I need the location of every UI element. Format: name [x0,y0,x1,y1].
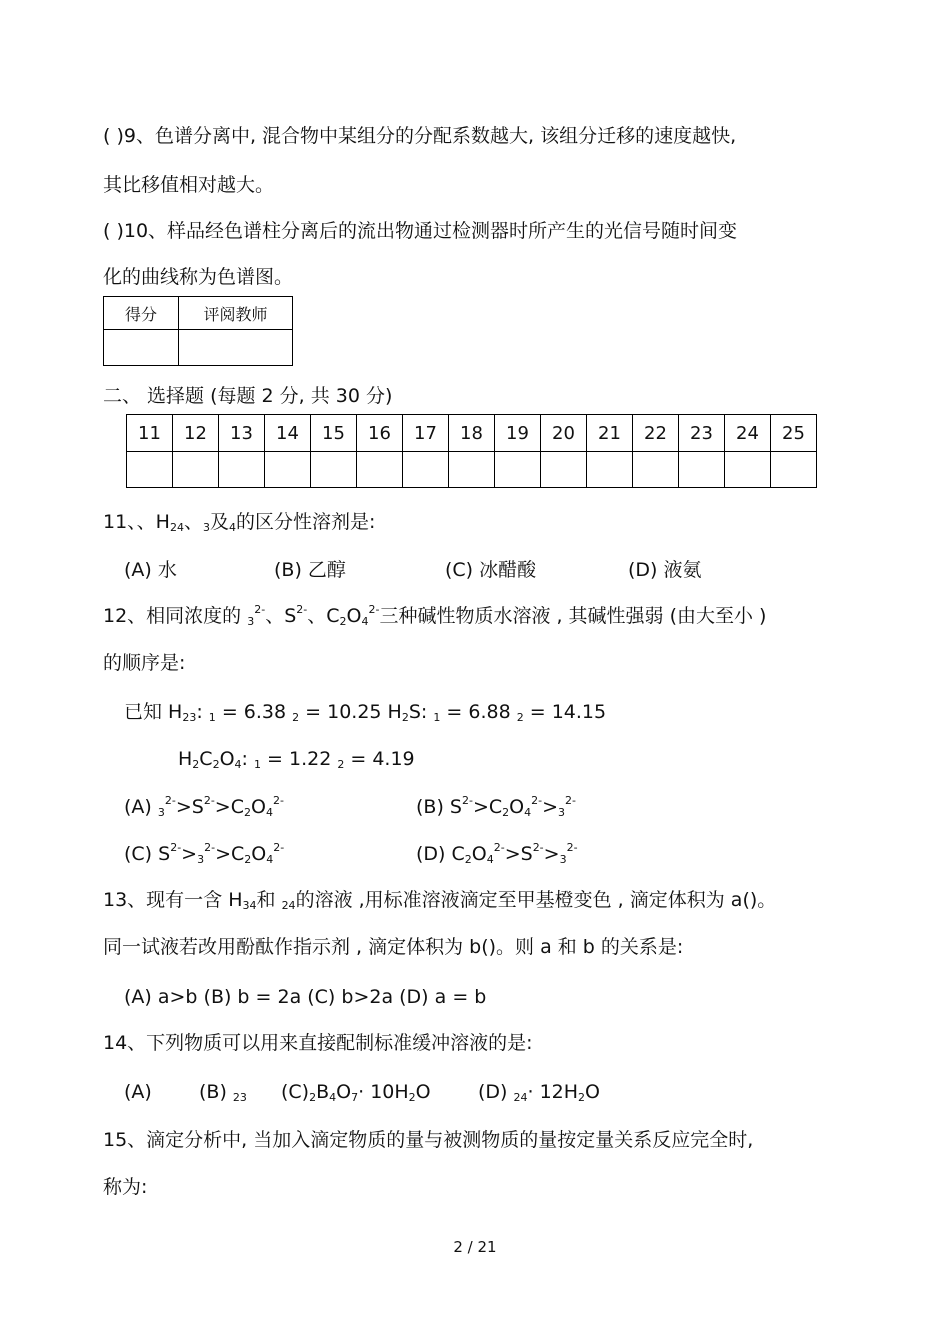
q12-text: 、C [307,605,340,627]
question-15-line1: 15、滴定分析中, 当加入滴定物质的量与被测物质的量按定量关系反应完全时, [103,1129,754,1151]
known-sub: 2 [212,758,220,771]
q13-options: (A) a>b (B) b = 2a (C) b>2a (D) a = b [124,986,487,1008]
answer-cell-16[interactable] [357,452,403,488]
opt-label: (B) [199,1081,233,1103]
known-text: S: [408,701,434,723]
answer-cell-24[interactable] [725,452,771,488]
q13-text: 和 [256,889,282,911]
q13-sub: 24 [281,899,296,912]
answer-number-12: 12 [173,415,219,452]
answer-number-21: 21 [587,415,633,452]
q11-option-c: (C) 冰醋酸 [445,559,537,581]
score-cell[interactable] [104,330,179,366]
answer-cell-13[interactable] [219,452,265,488]
answer-cell-25[interactable] [771,452,817,488]
opt-text: O [415,1081,431,1103]
known-sub: 2 [337,758,345,771]
q14-option-c [281,1083,431,1102]
answer-cell-15[interactable] [311,452,357,488]
opt-sub: 7 [351,1091,359,1104]
q13-sub: 34 [242,899,257,912]
answer-number-16: 16 [357,415,403,452]
question-12-line2: 的顺序是: [103,652,186,674]
known-text: = 4.19 [344,748,415,770]
q11-option-d: (D) 液氨 [628,559,702,581]
known-text: = 6.88 [440,701,517,723]
question-10-line2: 化的曲线称为色谱图。 [103,266,294,288]
q12-sup: 2- [368,603,380,616]
opt-label: (B) S [416,796,462,818]
known-sub: 4 [234,758,242,771]
q11-stem-text: 、 [183,511,203,533]
known-text: C [199,748,213,770]
answer-cell-17[interactable] [403,452,449,488]
opt-sub: 4 [329,1091,337,1104]
q12-sup: 2- [296,603,308,616]
opt-label: (A) [124,796,158,818]
question-13-line1 [103,891,776,910]
known-sub: 23 [182,711,197,724]
q11-stem-sub: 24 [169,521,184,534]
opt-sub: 2 [408,1091,416,1104]
question-9-line2: 其比移值相对越大。 [103,174,275,196]
answer-number-14: 14 [265,415,311,452]
q12-sub: 4 [361,615,369,628]
answer-number-13: 13 [219,415,265,452]
answer-number-22: 22 [633,415,679,452]
reviewer-header: 评阅教师 [179,297,293,330]
known-text: 已知 H [124,701,183,723]
question-9-line1: ( )9、色谱分离中, 混合物中某组分的分配系数越大, 该组分迁移的速度越快, [103,125,737,147]
q12-text: O [346,605,362,627]
answer-number-19: 19 [495,415,541,452]
q11-stem-text: 的区分性溶剂是: [236,511,376,533]
opt-label: (C) S [124,843,171,865]
question-13-line2: 同一试液若改用酚酞作指示剂 , 滴定体积为 b()。则 a 和 b 的关系是: [103,936,684,958]
q11-option-a: (A) 水 [124,559,177,581]
answer-table [126,414,817,488]
section-2-title: 二、 选择题 (每题 2 分, 共 30 分) [103,385,393,407]
question-14-stem: 14、下列物质可以用来直接配制标准缓冲溶液的是: [103,1032,533,1054]
q13-text: 13、现有一含 H [103,889,243,911]
answer-number-24: 24 [725,415,771,452]
q14-option-d [478,1083,600,1102]
opt-sub: 24 [513,1091,528,1104]
q12-sub: 3 [247,615,255,628]
opt-sub: 23 [232,1091,247,1104]
page-number: 2 / 21 [453,1238,497,1256]
opt-text: O [585,1081,601,1103]
known-text: : [241,748,254,770]
q11-stem-sub: 4 [229,521,236,534]
q12-text: 12、相同浓度的 [103,605,248,627]
opt-sub: 2 [309,1091,317,1104]
answer-cell-19[interactable] [495,452,541,488]
known-sub: 2 [401,711,409,724]
q12-option-a: (A) $_3^{2-}>S^{2-}>C_2O_4^{2-}$ [124,794,284,819]
answer-number-11: 11 [127,415,173,452]
answer-cell-20[interactable] [541,452,587,488]
opt-text: · 10H [358,1081,409,1103]
known-text: = 10.25 H [299,701,402,723]
answer-number-17: 17 [403,415,449,452]
known-sub: 2 [516,711,524,724]
q14-option-a: (A) [124,1081,152,1103]
known-sub: 2 [192,758,200,771]
answer-cell-21[interactable] [587,452,633,488]
q12-text: 、S [265,605,297,627]
answer-number-20: 20 [541,415,587,452]
opt-text: · 12H [527,1081,579,1103]
q14-option-b [199,1083,247,1102]
q12-known-line2 [178,750,415,769]
known-text: = 1.22 [261,748,338,770]
question-10-line1: ( )10、样品经色谱柱分离后的流出物通过检测器时所产生的光信号随时间变 [103,220,738,242]
opt-label: (D) C [416,843,465,865]
q12-known-line1 [124,703,606,722]
known-sub: 1 [254,758,261,771]
known-text: H [178,748,193,770]
score-header: 得分 [104,297,179,330]
answer-number-18: 18 [449,415,495,452]
opt-text: O [336,1081,352,1103]
q11-stem-text: 11、、H [103,511,170,533]
q11-stem-text: 及 [209,511,229,533]
answer-cell-12[interactable] [173,452,219,488]
q12-option-d: (D) $C_2O_4^{2-}>S^{2-}>_3^{2-}$ [416,841,578,866]
q12-sub: 2 [339,615,347,628]
score-table [103,296,293,366]
question-12-stem [103,603,767,628]
question-11-stem [103,513,375,532]
q12-option-b: (B) $S^{2-}>C_2O_4^{2-}>_3^{2-}$ [416,794,576,819]
answer-cell-14[interactable] [265,452,311,488]
opt-label: (C) [281,1081,310,1103]
q12-option-c: (C) $S^{2-}>_3^{2-}>C_2O_4^{2-}$ [124,841,285,866]
answer-number-25: 25 [771,415,817,452]
question-15-line2: 称为: [103,1176,148,1198]
known-sub: 1 [208,711,216,724]
q11-stem-sub: 3 [202,521,210,534]
reviewer-cell[interactable] [179,330,293,366]
q11-option-b: (B) 乙醇 [274,559,346,581]
opt-sub: 2 [578,1091,586,1104]
q12-sup: 2- [254,603,266,616]
q13-text: 的溶液 ,用标准溶液滴定至甲基橙变色 , 滴定体积为 a()。 [295,889,777,911]
known-sub: 1 [433,711,441,724]
known-text: = 6.38 [215,701,293,723]
known-text: O [219,748,235,770]
answer-cell-11[interactable] [127,452,173,488]
known-text: = 14.15 [523,701,607,723]
opt-label: (D) [478,1081,514,1103]
opt-text: B [316,1081,330,1103]
answer-number-23: 23 [679,415,725,452]
answer-cell-18[interactable] [449,452,495,488]
known-text: : [196,701,209,723]
answer-cell-23[interactable] [679,452,725,488]
q12-text: 三种碱性物质水溶液 , 其碱性强弱 (由大至小 ) [379,605,767,627]
answer-number-15: 15 [311,415,357,452]
answer-cell-22[interactable] [633,452,679,488]
known-sub: 2 [292,711,300,724]
